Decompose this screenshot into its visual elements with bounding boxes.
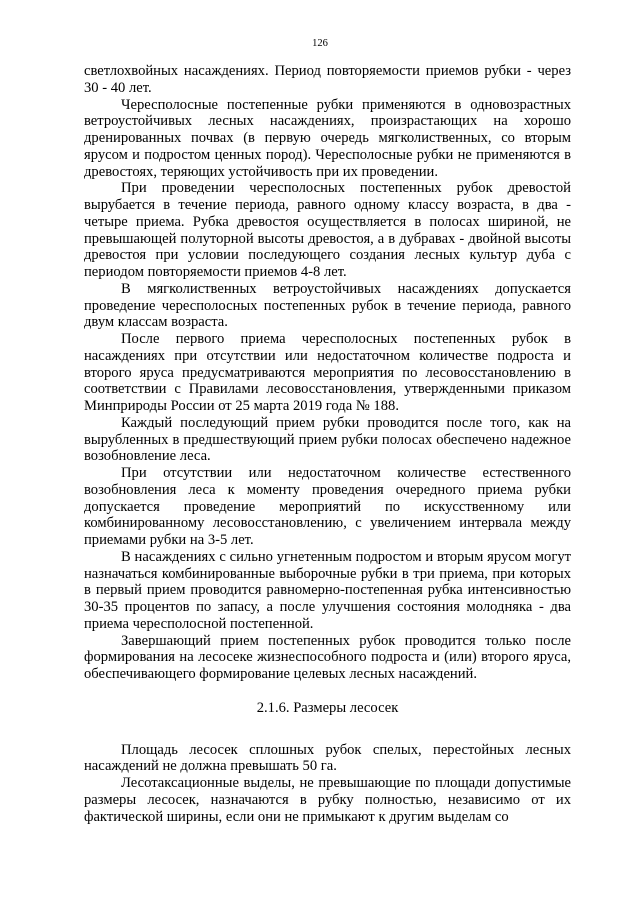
paragraph-continuation: светлохвойных насаждениях. Период повторяемости приемов рубки - через 30 - 40 лет. <box>84 63 571 96</box>
paragraph: В насаждениях с сильно угнетенным подростом и вторым ярусом могут назначаться комбинированные выборочные рубки в три приема, при которых в первый прием проводится равномерно-постепенная рубка интенсивностью 30-35 процентов по запасу, а после улучшения состояния молодняка - два приема чересполосной постепенной. <box>84 548 571 632</box>
paragraph: При проведении чересполосных постепенных рубок древостой вырубается в течение периода, равного одному классу возраста, в два - четыре приема. Рубка древостоя осуществляется в полосах шириной, не превышающей полуторной высоты древостоя, а в дубравах - двойной высоты древостоя при условии последующего создания лесных культур дуба с периодом повторяемости приемов 4-8 лет. <box>84 180 571 280</box>
paragraph: При отсутствии или недостаточном количестве естественного возобновления леса к моменту проведения очередного приема рубки допускается проведение мероприятий по искусственному или комбинированному лесовосстановлению, с увеличением интервала между приемами рубки на 3-5 лет. <box>84 465 571 548</box>
section-heading: 2.1.6. Размеры лесосек <box>256 699 399 716</box>
page-number: 126 <box>312 38 328 49</box>
paragraph: После первого приема чересполосных постепенных рубок в насаждениях при отсутствии или недостаточном количестве подроста и второго яруса предусматриваются мероприятия по лесовосстановлению в соответствии с Правилами лесовосстановления, утвержденными приказом Минприроды России от 25 марта 2019 года № 188. <box>84 331 571 414</box>
paragraph: В мягколиственных ветроустойчивых насаждениях допускается проведение чересполосных постепенных рубок в течение периода, равного двум классам возраста. <box>84 280 571 331</box>
paragraph: Чересполосные постепенные рубки применяются в одновозрастных ветроустойчивых лесных насаждениях, произрастающих на хорошо дренированных почвах (в первую очередь мягколиственных, со вторым ярусом и подростом ценных пород). Чересполосные рубки не применяются в древостоях, теряющих устойчивость при их проведении. <box>84 96 571 180</box>
paragraph: Площадь лесосек сплошных рубок спелых, перестойных лесных насаждений не должна превышать 50 га. <box>84 741 571 775</box>
paragraph: Завершающий прием постепенных рубок проводится только после формирования на лесосеке жизнеспособного подроста и (или) второго яруса, обеспечивающего формирование целевых лесных насаждений. <box>84 632 571 682</box>
paragraph: Каждый последующий прием рубки проводится после того, как на вырубленных в предшествующий прием рубки полосах обеспечено надежное возобновление леса. <box>84 414 571 465</box>
paragraph: Лесотаксационные выделы, не превышающие по площади допустимые размеры лесосек, назначаются в рубку полностью, независимо от их фактической ширины, если они не примыкают к другим выделам со <box>84 775 571 825</box>
document-body <box>84 63 571 825</box>
